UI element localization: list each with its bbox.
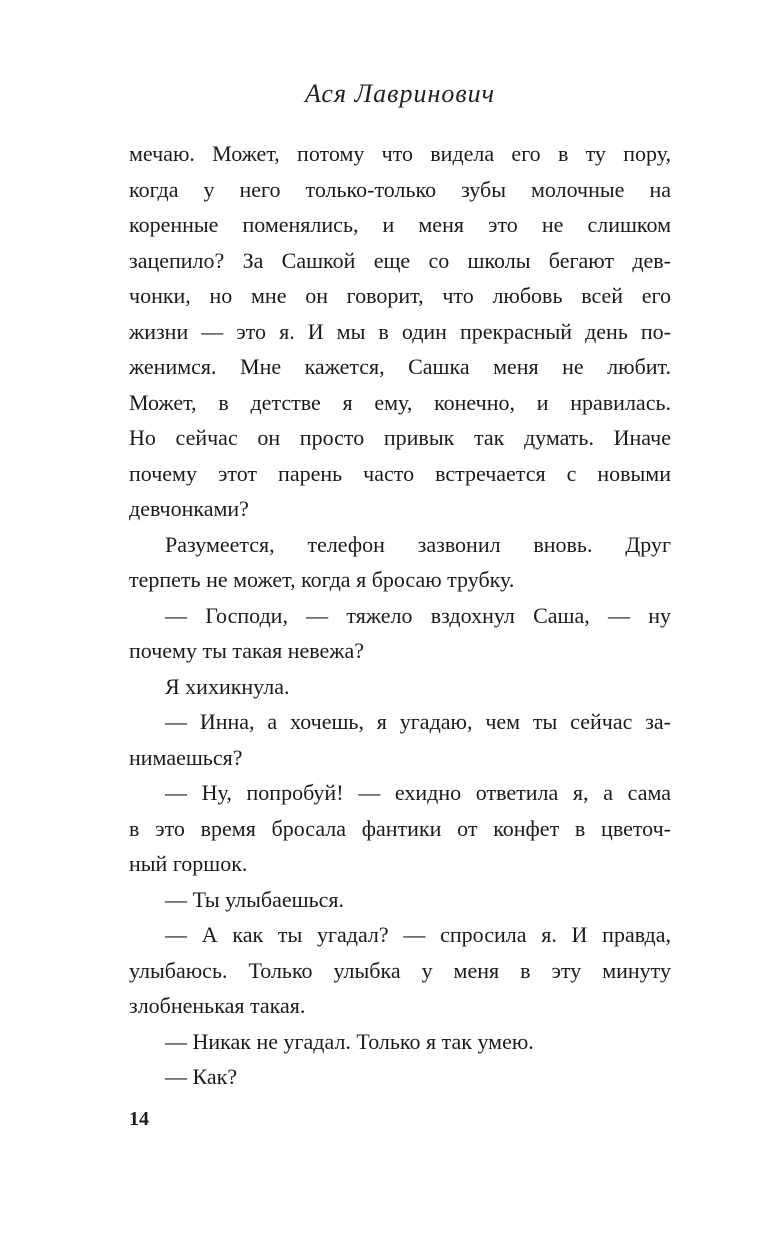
text-line: почему этот парень часто встречается с новыми	[129, 460, 671, 486]
text-line: — А как ты угадал? — спросила я. И правда,	[165, 922, 671, 947]
text-line: в это время бросала фантики от конфет в цветоч-	[129, 815, 671, 841]
text-line: — Как?	[165, 1064, 238, 1089]
text-line: — Господи, — тяжело вздохнул Саша, — ну	[165, 602, 671, 628]
text-line: — Ну, попробуй! — ехидно ответила я, а сама	[165, 780, 671, 805]
text-line: коренные поменялись, и меня это не слишком	[129, 212, 671, 237]
text-line: Разумеется, телефон зазвонил вновь. Друг	[165, 531, 671, 557]
text-line: когда у него только-только зубы молочные на	[129, 176, 671, 202]
text-line: чонки, но мне он говорит, что любовь всей его	[129, 283, 671, 308]
text-line: терпеть не может, когда я бросаю трубку.	[129, 567, 515, 592]
text-line: девчонками?	[129, 496, 249, 521]
text-line: женимся. Мне кажется, Сашка меня не любит.	[129, 354, 671, 379]
text-line: злобненькая такая.	[129, 993, 306, 1018]
text-line: — Никак не угадал. Только я так умею.	[165, 1028, 534, 1054]
text-line: мечаю. Может, потому что видела его в ту пору,	[129, 141, 671, 166]
text-line: Я хихикнула.	[165, 673, 290, 699]
text-line: — Ты улыбаешься.	[165, 886, 344, 912]
text-line: улыбаюсь. Только улыбка у меня в эту минуту	[129, 957, 671, 983]
text-line: Может, в детстве я ему, конечно, и нравилась.	[129, 389, 671, 415]
text-line: ный горшок.	[129, 851, 248, 876]
text-line: жизни — это я. И мы в один прекрасный день по-	[129, 318, 671, 344]
text-line: Но сейчас он просто привык так думать. Иначе	[129, 425, 671, 450]
running-header-author: Ася Лавринович	[304, 79, 496, 108]
body-text	[129, 136, 671, 1095]
text-line: — Инна, а хочешь, я угадаю, чем ты сейчас за-	[165, 709, 671, 734]
text-line: почему ты такая невежа?	[129, 638, 365, 663]
text-line: нимаешься?	[129, 744, 243, 770]
text-line: зацепило? За Сашкой еще со школы бегают дев-	[129, 247, 671, 273]
page-number: 14	[129, 1108, 149, 1130]
